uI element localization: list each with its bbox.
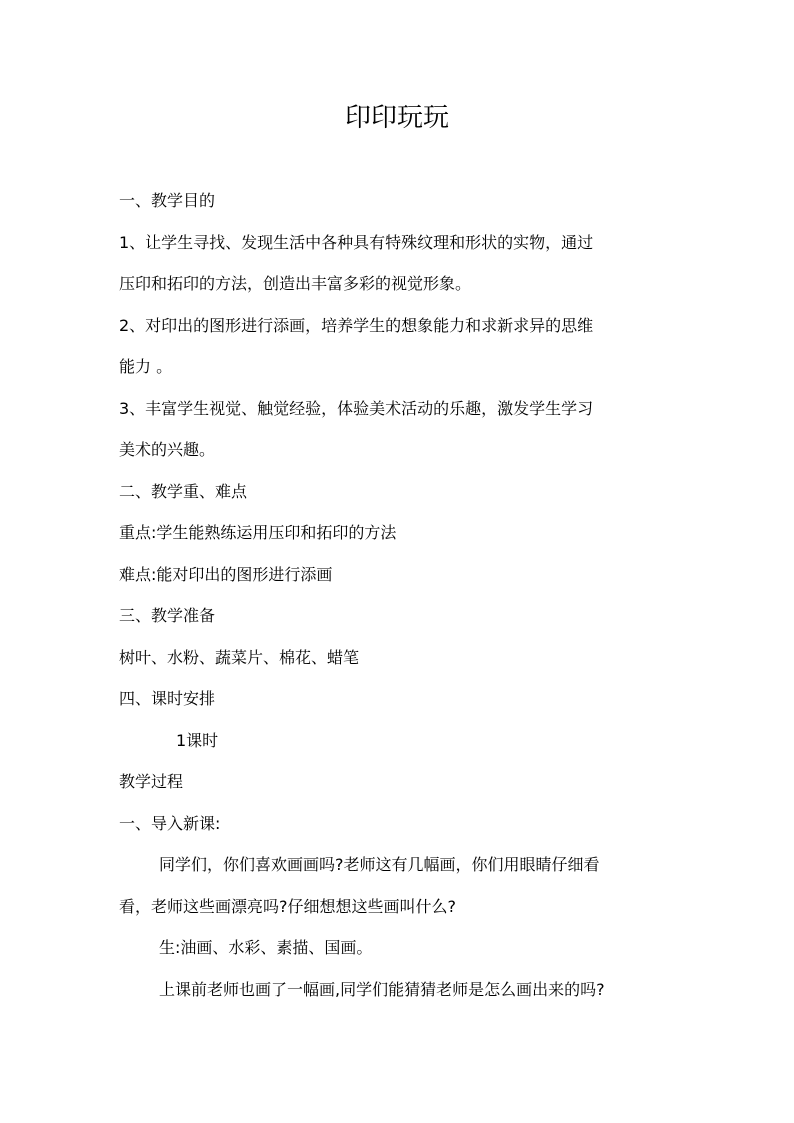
- paragraph-line: 重点:学生能熟练运用压印和拓印的方法: [119, 523, 397, 542]
- paragraph-line: 3、丰富学生视觉、触觉经验，体验美术活动的乐趣，激发学生学习: [119, 398, 594, 418]
- paragraph-line: 看，老师这些画漂亮吗?仔细想想这些画叫什么?: [119, 896, 456, 916]
- heading-key-points: 二、教学重、难点: [119, 481, 248, 501]
- heading-preparation: 三、教学准备: [119, 606, 216, 625]
- paragraph-line: 难点:能对印出的图形进行添画: [119, 564, 333, 584]
- paragraph-line: 1、让学生寻找、发现生活中各种具有特殊纹理和形状的实物，通过: [119, 232, 594, 252]
- paragraph-line: 压印和拓印的方法，创造出丰富多彩的视觉形象。: [119, 274, 472, 293]
- paragraph-line: 2、对印出的图形进行添画，培养学生的想象能力和求新求异的思维: [119, 315, 594, 335]
- paragraph-line: 同学们，你们喜欢画画吗?老师这有几幅画，你们用眼睛仔细看: [159, 855, 600, 874]
- paragraph-line: 能力 。: [119, 357, 173, 376]
- heading-teaching-process: 教学过程: [119, 772, 184, 791]
- heading-schedule: 四、课时安排: [119, 689, 216, 708]
- document-body: [119, 180, 679, 1010]
- paragraph-line: 生:油画、水彩、素描、国画。: [159, 938, 373, 957]
- paragraph-line: 上课前老师也画了一幅画,同学们能猜猜老师是怎么画出来的吗?: [159, 979, 605, 999]
- heading-introduction: 一、导入新课:: [119, 813, 221, 833]
- paragraph-line: 树叶、水粉、蔬菜片、棉花、蜡笔: [119, 647, 360, 667]
- paragraph-line: 1课时: [176, 730, 219, 750]
- heading-teaching-goals: 一、教学目的: [119, 191, 216, 210]
- paragraph-line: 美术的兴趣。: [119, 440, 216, 459]
- document-title: 印印玩玩: [344, 103, 449, 133]
